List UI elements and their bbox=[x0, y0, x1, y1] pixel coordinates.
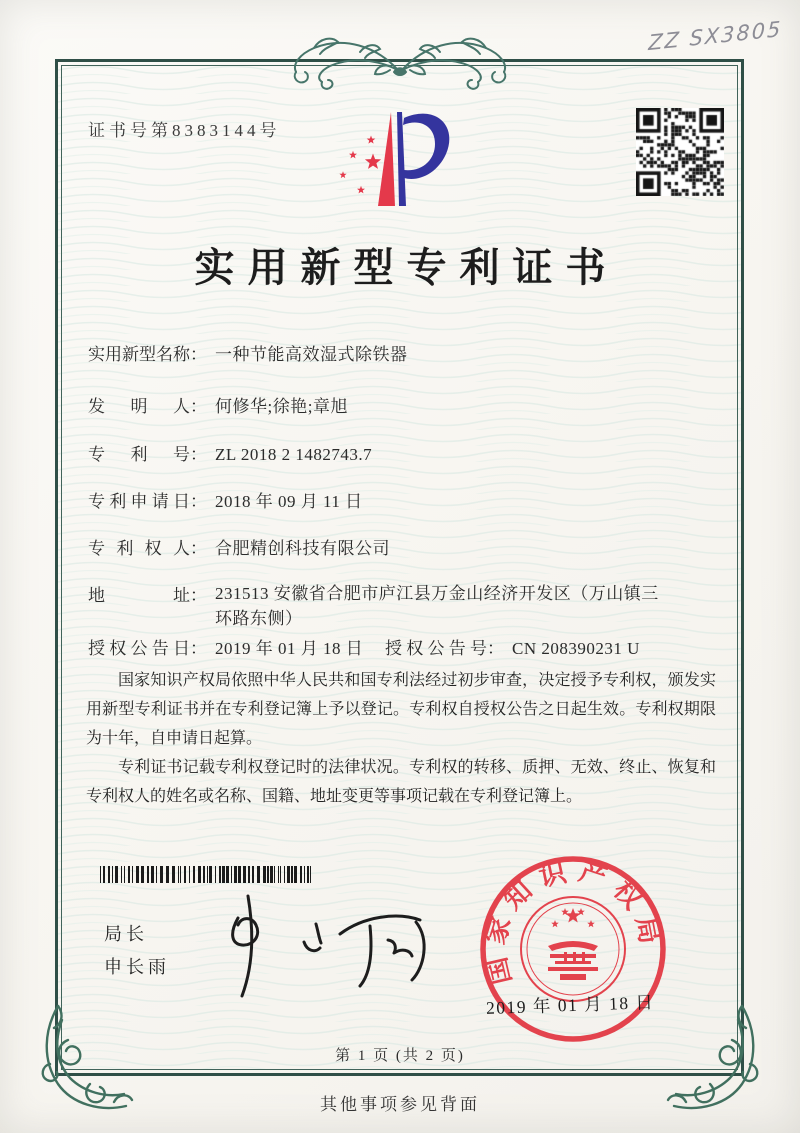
field-utility-model-name bbox=[88, 340, 408, 365]
legal-paragraph-2: 专利证书记载专利权登记时的法律状况。专利权的转移、质押、无效、终止、恢复和专利权人的姓名或名称、国籍、地址变更等事项记载在专利登记簿上。 bbox=[86, 759, 716, 805]
field-address bbox=[88, 581, 667, 631]
legal-paragraph-1: 国家知识产权局依照中华人民共和国专利法经过初步审查，决定授予专利权，颁发实用新型专利证书并在专利登记簿上予以登记。专利权自授权公告之日起生效。专利权期限为十年，自申请日起算。 bbox=[86, 672, 716, 747]
field-grant-row bbox=[88, 634, 640, 659]
certificate-title: 实用新型专利证书 bbox=[194, 245, 619, 290]
page-number: 第 1 页 (共 2 页) bbox=[335, 1048, 465, 1064]
field-value: 合肥精创科技有限公司 bbox=[215, 539, 390, 558]
colon: ： bbox=[190, 539, 207, 558]
field-filing-date bbox=[88, 487, 363, 512]
back-side-note: 其他事项参见背面 bbox=[320, 1095, 480, 1114]
certificate-number: 证书号第8383144号 bbox=[88, 121, 281, 140]
field-label: 授权公告日 bbox=[88, 639, 190, 658]
field-label: 发明人 bbox=[88, 397, 190, 416]
seal-text: 国家知识产权局 bbox=[479, 855, 667, 988]
colon: ： bbox=[190, 639, 207, 658]
director-signature-image bbox=[212, 884, 452, 1002]
field-label: 专利申请日 bbox=[88, 492, 190, 511]
seal-date: 2019 年 01 月 18 日 bbox=[485, 992, 655, 1018]
field-inventors bbox=[88, 392, 348, 417]
field-value: 231513 安徽省合肥市庐江县万金山经济开发区（万山镇三环路东侧） bbox=[215, 584, 659, 628]
colon: ： bbox=[190, 345, 207, 364]
colon: ： bbox=[190, 445, 207, 464]
field-label: 专利号 bbox=[88, 445, 190, 464]
cnipa-patent-logo-icon bbox=[336, 110, 466, 230]
handwritten-code: ZZ SX3805 bbox=[647, 16, 783, 56]
field-value: ZL 2018 2 1482743.7 bbox=[215, 445, 373, 464]
field-value: 何修华;徐艳;章旭 bbox=[215, 397, 348, 416]
field-label: 授权公告号 bbox=[385, 639, 487, 658]
top-ornament-icon bbox=[280, 26, 520, 92]
director-name: 申长雨 bbox=[104, 957, 170, 977]
field-grant-date bbox=[88, 639, 363, 658]
field-patent-number bbox=[88, 440, 372, 465]
colon: ： bbox=[190, 397, 207, 416]
colon: ： bbox=[190, 586, 207, 605]
director-title: 局长 bbox=[104, 924, 148, 944]
field-label: 地址 bbox=[88, 586, 190, 605]
colon: ： bbox=[190, 492, 207, 511]
legal-text bbox=[86, 666, 716, 811]
field-patentee bbox=[88, 534, 390, 559]
field-value: 一种节能高效湿式除铁器 bbox=[215, 345, 408, 364]
field-value: 2018 年 09 月 11 日 bbox=[215, 492, 363, 511]
field-label: 专利权人 bbox=[88, 539, 190, 558]
colon: ： bbox=[487, 639, 504, 658]
national-emblem-icon bbox=[521, 897, 625, 1001]
field-value: 2019 年 01 月 18 日 bbox=[215, 639, 364, 658]
qr-code bbox=[636, 108, 724, 196]
field-grant-number bbox=[385, 634, 640, 659]
field-label: 实用新型名称 bbox=[88, 345, 190, 364]
barcode bbox=[100, 866, 312, 883]
field-value: CN 208390231 U bbox=[512, 639, 640, 658]
